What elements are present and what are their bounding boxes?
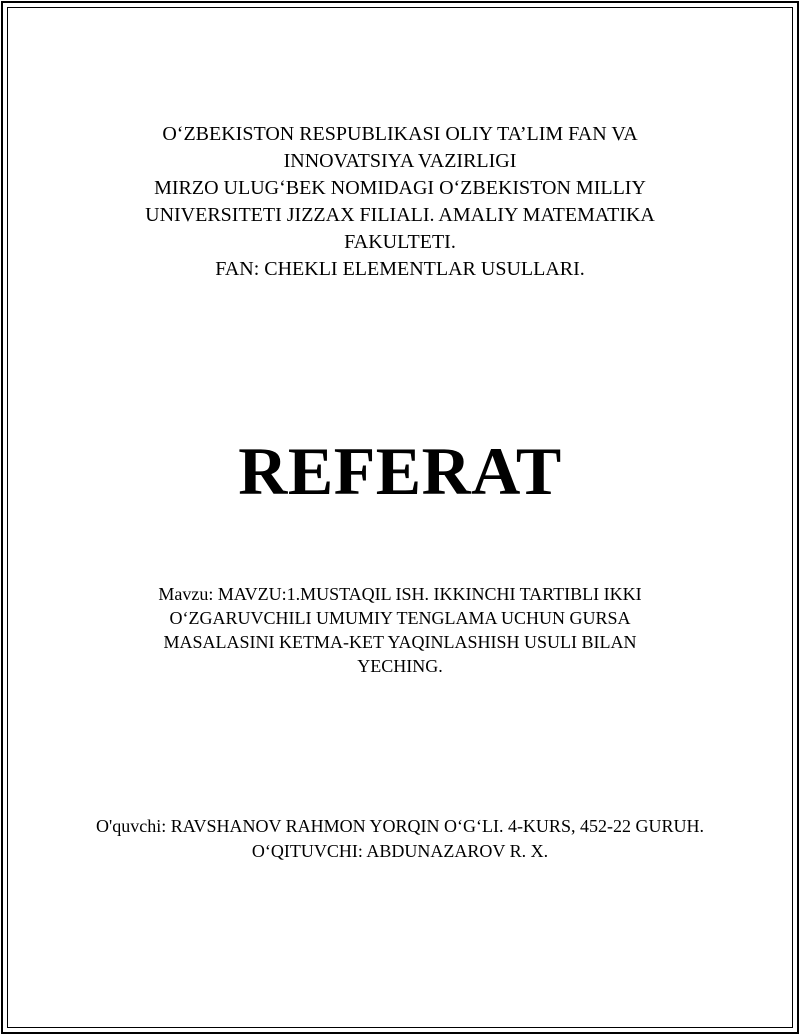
header-line: FAKULTETI. <box>344 231 456 253</box>
institution-header <box>100 121 700 283</box>
topic-text: Mavzu: MAVZU:1.MUSTAQIL ISH. IKKINCHI TARTIBLI IKKI O‘ZGARUVCHILI UMUMIY TENGLAMA UCHUN GURSA MASALASINI KETMA-KET YAQINLASHISH USULI BILAN YECHING. <box>158 584 642 676</box>
teacher-line: O‘QITUVCHI: ABDUNAZAROV R. X. <box>251 841 549 861</box>
authors-block <box>95 814 705 864</box>
header-line: FAN: CHEKLI ELEMENTLAR USULLARI. <box>215 258 585 280</box>
header-line: O‘ZBEKISTON RESPUBLIKASI OLIY TA’LIM FAN VA <box>162 123 638 145</box>
header-line: MIRZO ULUG‘BEK NOMIDAGI O‘ZBEKISTON MILLIY <box>154 177 646 199</box>
student-line: O'quvchi: RAVSHANOV RAHMON YORQIN O‘G‘LI. 4-KURS, 452-22 GURUH. <box>96 816 704 836</box>
header-line: INNOVATSIYA VAZIRLIGI <box>283 150 517 172</box>
header-line: UNIVERSITETI JIZZAX FILIALI. AMALIY MATEMATIKA <box>145 204 655 226</box>
document-title: REFERAT <box>238 433 562 509</box>
